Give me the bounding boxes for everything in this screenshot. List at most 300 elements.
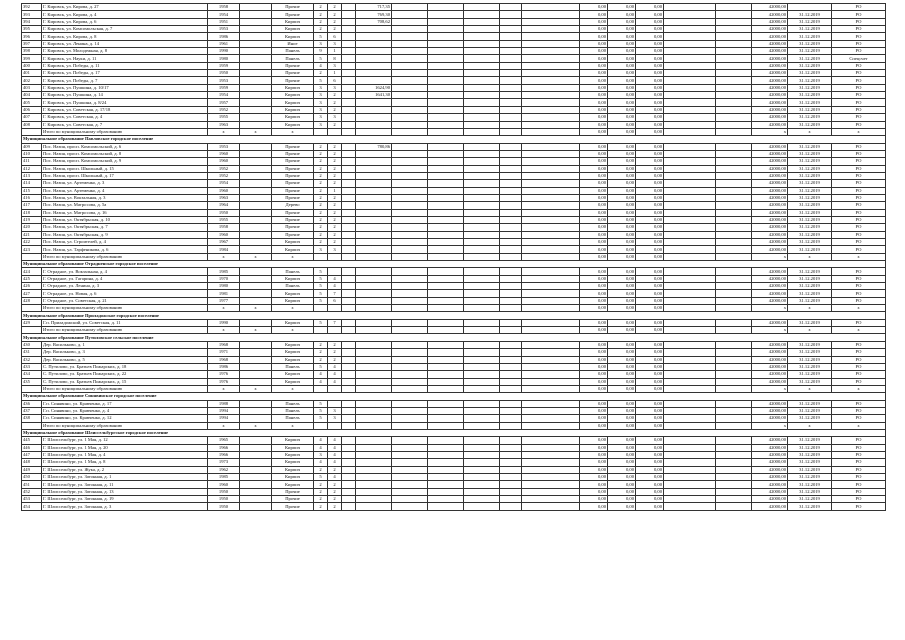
table-cell bbox=[356, 77, 392, 84]
table-cell: 4 bbox=[328, 283, 342, 290]
table-cell: 31.12.2019 bbox=[788, 224, 832, 231]
table-cell: 435 bbox=[22, 378, 42, 385]
table-cell: 0,00 bbox=[636, 327, 664, 334]
table-cell: 1955 bbox=[208, 216, 240, 223]
table-cell: Г. Кировск, ул. Кирова, д. 27 bbox=[42, 4, 208, 11]
table-cell: Пос. Назия, просп. Комсомольский, д. 6 bbox=[42, 143, 208, 150]
table-cell: 0,00 bbox=[636, 172, 664, 179]
table-cell bbox=[342, 106, 356, 113]
table-cell bbox=[464, 202, 500, 209]
table-cell: 399 bbox=[22, 55, 42, 62]
table-cell: Кирпич bbox=[272, 92, 314, 99]
table-cell bbox=[716, 40, 752, 47]
table-cell: 0,00 bbox=[636, 55, 664, 62]
table-cell bbox=[664, 481, 716, 488]
table-cell: 0,00 bbox=[608, 11, 636, 18]
table-cell bbox=[716, 415, 752, 422]
table-cell bbox=[392, 99, 428, 106]
table-cell bbox=[716, 114, 752, 121]
table-cell bbox=[464, 216, 500, 223]
table-cell: 2 bbox=[328, 224, 342, 231]
table-cell: 3 bbox=[314, 246, 328, 253]
table-cell bbox=[664, 48, 716, 55]
table-cell: 0,00 bbox=[608, 378, 636, 385]
table-cell: 42000,00 bbox=[752, 503, 788, 510]
table-cell: 0,00 bbox=[608, 92, 636, 99]
table-cell: 31.12.2019 bbox=[788, 319, 832, 326]
table-cell bbox=[500, 187, 522, 194]
table-cell: 0,00 bbox=[608, 363, 636, 370]
table-cell bbox=[392, 385, 428, 392]
table-cell: 42000,00 bbox=[752, 341, 788, 348]
table-cell bbox=[342, 422, 356, 429]
table-cell bbox=[356, 297, 392, 304]
table-cell: 31.12.2019 bbox=[788, 62, 832, 69]
table-cell: Прочие bbox=[272, 165, 314, 172]
table-cell bbox=[392, 253, 428, 260]
table-cell: 0,00 bbox=[580, 84, 608, 91]
table-cell: x bbox=[752, 305, 788, 312]
table-cell: 31.12.2019 bbox=[788, 106, 832, 113]
table-cell bbox=[342, 378, 356, 385]
table-cell: РО bbox=[832, 459, 886, 466]
table-cell: 1980 bbox=[208, 283, 240, 290]
table-cell bbox=[522, 11, 580, 18]
table-cell: Дер. Васильково, д. 5 bbox=[42, 356, 208, 363]
table-cell: 31.12.2019 bbox=[788, 481, 832, 488]
table-cell: 0,00 bbox=[580, 92, 608, 99]
table-cell: 1985 bbox=[208, 474, 240, 481]
table-cell bbox=[464, 128, 500, 135]
table-cell: 42000,00 bbox=[752, 4, 788, 11]
table-cell bbox=[356, 40, 392, 47]
table-cell: 0,00 bbox=[636, 459, 664, 466]
table-cell bbox=[716, 422, 752, 429]
table-cell: 5 bbox=[314, 290, 328, 297]
table-cell: 1959 bbox=[208, 84, 240, 91]
table-cell: 31.12.2019 bbox=[788, 92, 832, 99]
table-cell bbox=[392, 106, 428, 113]
table-cell: 31.12.2019 bbox=[788, 246, 832, 253]
table-cell: 449 bbox=[22, 466, 42, 473]
table-cell: 1 bbox=[328, 48, 342, 55]
table-cell: РО bbox=[832, 444, 886, 451]
table-cell: РО bbox=[832, 143, 886, 150]
table-cell: 1994 bbox=[208, 415, 240, 422]
table-cell: РО bbox=[832, 474, 886, 481]
table-cell bbox=[664, 172, 716, 179]
table-cell bbox=[500, 48, 522, 55]
table-cell: Г.п. Синявино, ул. Кравченко, д. 12 bbox=[42, 415, 208, 422]
table-cell: 31.12.2019 bbox=[788, 40, 832, 47]
table-cell: Г. Кировск, ул. Молодежная, д. 8 bbox=[42, 48, 208, 55]
table-cell: 42000,00 bbox=[752, 349, 788, 356]
table-cell: 432 bbox=[22, 356, 42, 363]
table-cell: 0,00 bbox=[608, 239, 636, 246]
table-cell: x bbox=[208, 385, 240, 392]
table-cell: 420 bbox=[22, 224, 42, 231]
table-cell: 5 bbox=[314, 363, 328, 370]
table-cell: 0,00 bbox=[608, 474, 636, 481]
table-row bbox=[22, 363, 886, 370]
table-cell: 2 bbox=[328, 26, 342, 33]
table-cell: 5 bbox=[314, 474, 328, 481]
table-cell: Прочие bbox=[272, 209, 314, 216]
table-cell: 4 bbox=[314, 437, 328, 444]
table-cell bbox=[664, 231, 716, 238]
table-row bbox=[22, 158, 886, 165]
table-row bbox=[22, 319, 886, 326]
table-cell: РО bbox=[832, 290, 886, 297]
table-cell bbox=[522, 297, 580, 304]
table-cell: РО bbox=[832, 437, 886, 444]
table-cell bbox=[356, 422, 392, 429]
table-cell bbox=[464, 4, 500, 11]
table-cell bbox=[428, 216, 464, 223]
table-cell: 0,00 bbox=[580, 231, 608, 238]
table-cell: Прочие bbox=[272, 488, 314, 495]
table-cell bbox=[664, 239, 716, 246]
table-cell bbox=[356, 33, 392, 40]
table-row bbox=[22, 290, 886, 297]
table-cell bbox=[240, 239, 272, 246]
table-cell bbox=[716, 341, 752, 348]
table-cell: x bbox=[752, 253, 788, 260]
table-cell: 1960 bbox=[208, 150, 240, 157]
table-cell: 0,00 bbox=[580, 11, 608, 18]
table-cell bbox=[240, 297, 272, 304]
table-cell: 42000,00 bbox=[752, 474, 788, 481]
table-cell bbox=[342, 349, 356, 356]
table-cell bbox=[464, 172, 500, 179]
table-cell: Г. Кировск, ул. Комсомольская, д. 7 bbox=[42, 26, 208, 33]
table-cell: 3 bbox=[314, 92, 328, 99]
table-cell bbox=[664, 114, 716, 121]
table-cell: Итого по муниципальному образованию bbox=[42, 305, 208, 312]
table-cell: x bbox=[272, 385, 314, 392]
table-cell bbox=[500, 18, 522, 25]
table-cell bbox=[664, 356, 716, 363]
table-cell bbox=[392, 121, 428, 128]
table-cell bbox=[664, 400, 716, 407]
table-cell bbox=[522, 84, 580, 91]
table-cell: 0,00 bbox=[636, 290, 664, 297]
table-cell bbox=[716, 99, 752, 106]
table-cell: Прочие bbox=[272, 11, 314, 18]
table-cell bbox=[500, 297, 522, 304]
table-cell: 0,00 bbox=[608, 481, 636, 488]
table-cell: 1953 bbox=[208, 77, 240, 84]
table-cell: 1968 bbox=[208, 341, 240, 348]
table-cell bbox=[522, 40, 580, 47]
table-cell bbox=[464, 356, 500, 363]
table-cell: 2 bbox=[328, 158, 342, 165]
table-cell: Пос. Назия, просп. Комсомольский, д. 8 bbox=[42, 150, 208, 157]
table-cell: РО bbox=[832, 268, 886, 275]
table-cell: 1984 bbox=[208, 246, 240, 253]
table-cell bbox=[428, 253, 464, 260]
table-cell: Г. Кировск, ул. Кирова, д. 8 bbox=[42, 33, 208, 40]
table-cell: 2 bbox=[328, 150, 342, 157]
table-cell: x bbox=[208, 327, 240, 334]
table-cell bbox=[464, 327, 500, 334]
table-cell bbox=[428, 231, 464, 238]
table-cell: 0,00 bbox=[608, 253, 636, 260]
table-cell: 0,00 bbox=[608, 216, 636, 223]
table-cell: 0,00 bbox=[636, 474, 664, 481]
table-cell: 42000,00 bbox=[752, 77, 788, 84]
table-cell bbox=[500, 327, 522, 334]
table-cell bbox=[240, 55, 272, 62]
table-cell: 42000,00 bbox=[752, 481, 788, 488]
table-cell bbox=[240, 18, 272, 25]
table-cell bbox=[716, 150, 752, 157]
table-cell: 31.12.2019 bbox=[788, 466, 832, 473]
table-cell bbox=[464, 407, 500, 414]
table-cell: Г. Кировск, ул. Победы, д. 17 bbox=[42, 70, 208, 77]
table-cell bbox=[716, 297, 752, 304]
table-cell: Г.п. Синявино, ул. Кравченко, д. 4 bbox=[42, 407, 208, 414]
table-row bbox=[22, 459, 886, 466]
table-cell: Г. Кировск, ул. Победы, д. 11 bbox=[42, 62, 208, 69]
table-cell: 9 bbox=[314, 48, 328, 55]
table-cell: РО bbox=[832, 371, 886, 378]
table-cell bbox=[464, 275, 500, 282]
table-cell: 419 bbox=[22, 216, 42, 223]
table-cell: Прочие bbox=[272, 496, 314, 503]
table-cell: РО bbox=[832, 121, 886, 128]
table-cell: 0,00 bbox=[580, 481, 608, 488]
table-cell: 42000,00 bbox=[752, 92, 788, 99]
table-cell: x bbox=[752, 128, 788, 135]
table-cell bbox=[392, 231, 428, 238]
table-cell: 412 bbox=[22, 165, 42, 172]
table-cell: Г. Шлиссельбург, ул. Жука, д. 2 bbox=[42, 466, 208, 473]
table-cell: 4 bbox=[328, 275, 342, 282]
table-cell: 2 bbox=[314, 356, 328, 363]
table-cell bbox=[500, 275, 522, 282]
table-cell: 4 bbox=[328, 474, 342, 481]
table-cell: 42000,00 bbox=[752, 466, 788, 473]
table-cell bbox=[716, 62, 752, 69]
table-cell bbox=[314, 305, 328, 312]
table-cell: 31.12.2019 bbox=[788, 99, 832, 106]
table-cell: Г. Кировск, ул. Советская, д. 7 bbox=[42, 121, 208, 128]
table-cell bbox=[22, 422, 42, 429]
table-cell: 398 bbox=[22, 48, 42, 55]
table-cell bbox=[522, 283, 580, 290]
table-cell: 1968 bbox=[208, 356, 240, 363]
table-cell: 0,00 bbox=[580, 466, 608, 473]
table-cell bbox=[356, 121, 392, 128]
table-cell bbox=[240, 114, 272, 121]
table-cell: 1960 bbox=[208, 481, 240, 488]
table-cell: Г. Кировск, ул. Советская, д. 17/18 bbox=[42, 106, 208, 113]
table-cell: 422 bbox=[22, 239, 42, 246]
table-cell bbox=[314, 422, 328, 429]
table-cell: 409 bbox=[22, 143, 42, 150]
table-cell: x bbox=[788, 305, 832, 312]
table-cell bbox=[664, 378, 716, 385]
table-cell: Прочие bbox=[272, 180, 314, 187]
table-cell bbox=[664, 319, 716, 326]
table-cell: 2 bbox=[328, 11, 342, 18]
table-cell bbox=[716, 180, 752, 187]
table-cell bbox=[342, 356, 356, 363]
table-cell bbox=[500, 246, 522, 253]
table-cell: x bbox=[272, 253, 314, 260]
table-cell: 31.12.2019 bbox=[788, 18, 832, 25]
table-cell: 431 bbox=[22, 349, 42, 356]
table-cell: 2 bbox=[314, 224, 328, 231]
table-cell: 0,00 bbox=[636, 496, 664, 503]
table-cell: x bbox=[272, 422, 314, 429]
table-cell bbox=[464, 55, 500, 62]
table-cell bbox=[500, 239, 522, 246]
table-cell: 0,00 bbox=[580, 385, 608, 392]
table-cell: 31.12.2019 bbox=[788, 84, 832, 91]
table-row bbox=[22, 77, 886, 84]
table-cell: 31.12.2019 bbox=[788, 503, 832, 510]
table-cell: Кирпич bbox=[272, 481, 314, 488]
table-cell bbox=[522, 474, 580, 481]
table-cell: 42000,00 bbox=[752, 231, 788, 238]
table-cell: Пос. Назия, ул. Строителей, д. 4 bbox=[42, 239, 208, 246]
table-cell: 437 bbox=[22, 407, 42, 414]
table-cell: 0,00 bbox=[608, 33, 636, 40]
table-cell: 0,00 bbox=[608, 466, 636, 473]
table-cell bbox=[428, 378, 464, 385]
table-row bbox=[22, 84, 886, 91]
table-cell: РО bbox=[832, 84, 886, 91]
table-cell: 0,00 bbox=[580, 26, 608, 33]
table-cell bbox=[356, 268, 392, 275]
table-cell: РО bbox=[832, 239, 886, 246]
table-cell: 446 bbox=[22, 444, 42, 451]
table-cell bbox=[464, 297, 500, 304]
table-cell: Кирпич bbox=[272, 114, 314, 121]
table-cell: РО bbox=[832, 341, 886, 348]
table-row bbox=[22, 481, 886, 488]
table-cell bbox=[500, 415, 522, 422]
table-cell: Г. Шлиссельбург, ул. Затонная, д. 1 bbox=[42, 474, 208, 481]
table-cell bbox=[428, 305, 464, 312]
table-cell: 2 bbox=[314, 349, 328, 356]
table-cell: 0,00 bbox=[636, 407, 664, 414]
table-cell bbox=[342, 239, 356, 246]
table-cell bbox=[522, 121, 580, 128]
table-cell: 396 bbox=[22, 33, 42, 40]
table-cell: 5 bbox=[314, 33, 328, 40]
table-cell bbox=[522, 202, 580, 209]
table-cell bbox=[342, 503, 356, 510]
table-cell: x bbox=[832, 128, 886, 135]
table-cell bbox=[716, 253, 752, 260]
table-cell bbox=[716, 283, 752, 290]
table-cell: РО bbox=[832, 275, 886, 282]
table-cell: Кирпич bbox=[272, 378, 314, 385]
table-cell: 445 bbox=[22, 437, 42, 444]
table-cell bbox=[500, 437, 522, 444]
table-cell: 2 bbox=[328, 180, 342, 187]
table-cell bbox=[392, 33, 428, 40]
table-cell bbox=[716, 48, 752, 55]
table-cell: 0,00 bbox=[608, 55, 636, 62]
table-cell: РО bbox=[832, 26, 886, 33]
table-cell bbox=[716, 496, 752, 503]
table-cell bbox=[342, 327, 356, 334]
table-cell: Г.п. Синявино, ул. Кравченко, д. 17 bbox=[42, 400, 208, 407]
table-cell: 0,00 bbox=[636, 158, 664, 165]
table-cell: 31.12.2019 bbox=[788, 371, 832, 378]
table-cell bbox=[240, 92, 272, 99]
table-cell bbox=[392, 496, 428, 503]
table-cell bbox=[464, 84, 500, 91]
table-cell: 31.12.2019 bbox=[788, 268, 832, 275]
table-cell bbox=[342, 466, 356, 473]
table-row bbox=[22, 496, 886, 503]
table-cell: 0,00 bbox=[580, 437, 608, 444]
table-cell: 42000,00 bbox=[752, 143, 788, 150]
table-cell bbox=[342, 114, 356, 121]
table-cell: 0,00 bbox=[608, 356, 636, 363]
table-cell: 6 bbox=[328, 297, 342, 304]
table-cell: 1973 bbox=[208, 459, 240, 466]
table-cell bbox=[342, 407, 356, 414]
table-cell bbox=[522, 290, 580, 297]
table-cell bbox=[392, 128, 428, 135]
table-cell: 0,00 bbox=[636, 356, 664, 363]
table-cell bbox=[356, 481, 392, 488]
table-cell: 4 bbox=[328, 444, 342, 451]
table-cell bbox=[428, 415, 464, 422]
table-cell: Итого по муниципальному образованию bbox=[42, 422, 208, 429]
table-cell: 415 bbox=[22, 187, 42, 194]
table-row bbox=[22, 283, 886, 290]
table-cell bbox=[356, 327, 392, 334]
table-cell bbox=[240, 77, 272, 84]
table-cell: 1960 bbox=[208, 231, 240, 238]
table-cell: Дерево bbox=[272, 202, 314, 209]
table-cell bbox=[522, 444, 580, 451]
table-cell: Кирпич bbox=[272, 99, 314, 106]
table-cell: Кирпич bbox=[272, 239, 314, 246]
table-cell: 0,00 bbox=[608, 77, 636, 84]
table-cell: Панель bbox=[272, 400, 314, 407]
table-cell bbox=[522, 4, 580, 11]
table-cell bbox=[522, 92, 580, 99]
table-cell: 0,00 bbox=[608, 407, 636, 414]
table-cell bbox=[356, 114, 392, 121]
table-cell bbox=[342, 371, 356, 378]
table-cell: Прочие bbox=[272, 172, 314, 179]
table-cell bbox=[328, 400, 342, 407]
table-cell: 3 bbox=[328, 246, 342, 253]
table-cell: Г. Шлиссельбург, ул. 1 Мая, д. 4 bbox=[42, 451, 208, 458]
table-cell bbox=[428, 11, 464, 18]
table-cell bbox=[356, 239, 392, 246]
table-cell: Панель bbox=[272, 283, 314, 290]
table-cell: x bbox=[272, 327, 314, 334]
table-cell: 1994 bbox=[208, 407, 240, 414]
table-cell bbox=[664, 290, 716, 297]
table-cell: 2 bbox=[328, 209, 342, 216]
table-cell: Кирпич bbox=[272, 341, 314, 348]
table-cell bbox=[522, 451, 580, 458]
table-cell bbox=[464, 92, 500, 99]
table-cell bbox=[664, 70, 716, 77]
table-cell: 31.12.2019 bbox=[788, 202, 832, 209]
